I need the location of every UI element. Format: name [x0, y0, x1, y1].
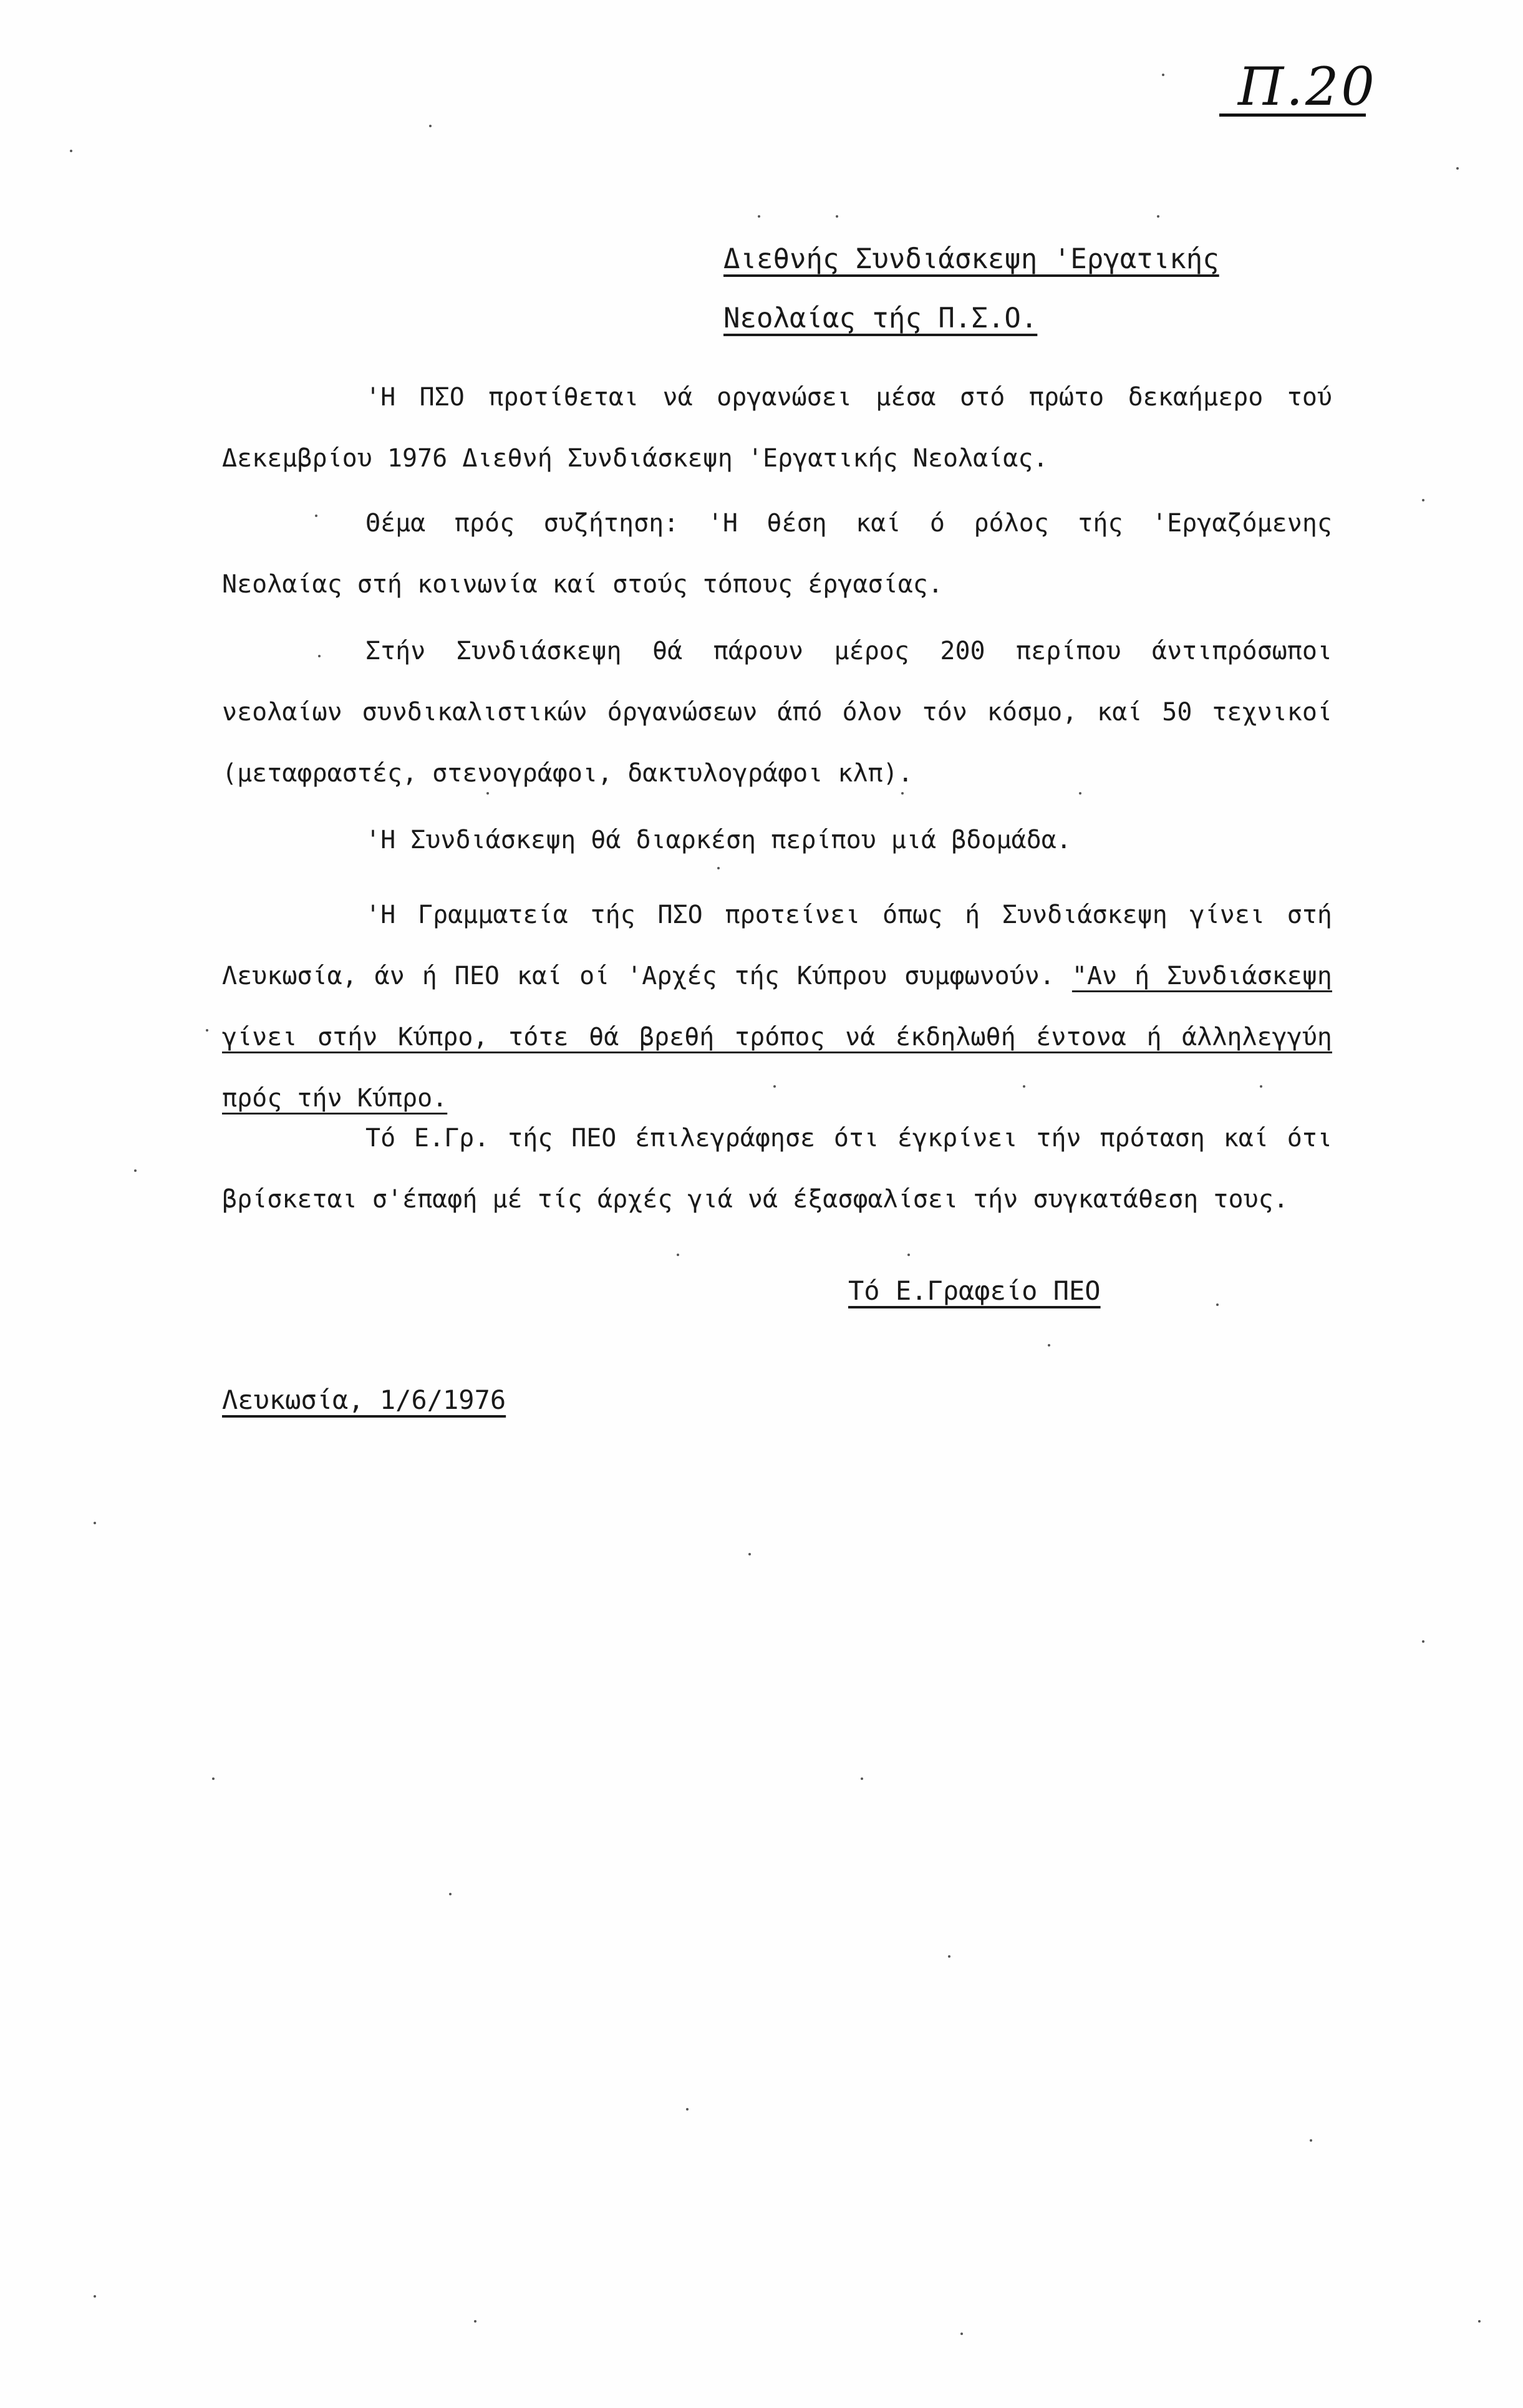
scan-speck [948, 1955, 950, 1958]
handwritten-annotation: Π.20 [1238, 56, 1377, 117]
scan-speck [748, 1553, 751, 1555]
annotation-underline [1219, 114, 1366, 117]
scan-speck [206, 1029, 208, 1032]
scan-speck [1157, 215, 1159, 218]
scan-speck [1079, 792, 1081, 795]
scan-speck [134, 1169, 137, 1172]
scan-speck [686, 2108, 689, 2111]
signature-block: Τό Ε.Γραφείο ΠΕΟ [848, 1275, 1101, 1306]
scan-speck [1422, 1640, 1424, 1643]
scan-speck [1216, 1303, 1219, 1306]
scan-speck [94, 2295, 96, 2298]
scan-speck [70, 150, 72, 152]
scan-speck [474, 2320, 476, 2323]
paragraph-intro: 'Η ΠΣΟ προτίθεται νά οργανώσει μέσα στό πρώτο δεκαήμερο τού Δεκεμβρίου 1976 Διεθνή Συνδιάσκεψη 'Εργατικής Νεολαίας. [222, 383, 1332, 473]
location-proposal-text: 'Η Γραμματεία τής ΠΣΟ προτείνει όπως ή Συνδιάσκεψη γίνει στή Λευκωσία, άν ή ΠΕΟ καί οί 'Αρχές τής Κύπρου συμφωνούν. [222, 901, 1332, 990]
scan-speck [717, 867, 720, 869]
scan-speck [901, 792, 904, 795]
scan-speck [1456, 167, 1459, 170]
scan-speck [1478, 2320, 1481, 2323]
scan-speck [1023, 1085, 1025, 1088]
paragraph-topic: Θέμα πρός συζήτηση: 'Η θέση καί ό ρόλος τής 'Εργαζόμενης Νεολαίας στή κοινωνία καί στούς τόπους έργασίας. [222, 509, 1332, 599]
scan-speck [315, 515, 317, 517]
scan-speck [1048, 1344, 1050, 1347]
document-title-line-2: Νεολαίας τής Π.Σ.Ο. [723, 302, 1038, 334]
paragraph-location [222, 884, 1332, 1129]
paragraph-approval: Τό Ε.Γρ. τής ΠΕΟ έπιλεγράφησε ότι έγκρίνει τήν πρόταση καί ότι βρίσκεται σ'έπαφή μέ τίς άρχές γιά νά έξασφαλίσει τήν συγκατάθεση τους. [222, 1124, 1332, 1214]
scan-speck [449, 1893, 452, 1895]
scan-speck [758, 215, 760, 218]
solidarity-statement: "Αν ή Συνδιάσκεψη γίνει στήν Κύπρο, τότε θά βρεθή τρόπος νά έκδηλωθή έντονα ή άλληλεγγύη πρός τήν Κύπρο. [222, 962, 1332, 1113]
scan-speck [1422, 499, 1424, 501]
scan-speck [1260, 1085, 1262, 1088]
scan-speck [907, 1254, 910, 1256]
place-and-date: Λευκωσία, 1/6/1976 [222, 1385, 506, 1415]
scan-speck [1162, 74, 1164, 76]
scan-speck [960, 2333, 963, 2335]
paragraph-participants: Στήν Συνδιάσκεψη θά πάρουν μέρος 200 περίπου άντιπρόσωποι νεολαίων συνδικαλιστικών όργανώσεων άπό όλον τόν κόσμο, καί 50 τεχνικοί (μεταφραστές, στενογράφοι, δακτυλογράφοι κλπ). [222, 637, 1332, 788]
document-title-line-1: Διεθνής Συνδιάσκεψη 'Εργατικής [723, 243, 1219, 275]
scan-speck [773, 1085, 776, 1088]
scan-speck [94, 1522, 96, 1524]
scan-speck [677, 1254, 679, 1256]
scan-speck [836, 215, 838, 218]
scan-speck [486, 792, 489, 795]
scan-speck [861, 1777, 863, 1780]
scan-speck [318, 655, 321, 657]
paragraph-duration: 'Η Συνδιάσκεψη θά διαρκέση περίπου μιά βδομάδα. [365, 826, 1071, 854]
scan-speck [429, 125, 432, 127]
scan-speck [212, 1777, 215, 1780]
scan-speck [1310, 2139, 1312, 2142]
